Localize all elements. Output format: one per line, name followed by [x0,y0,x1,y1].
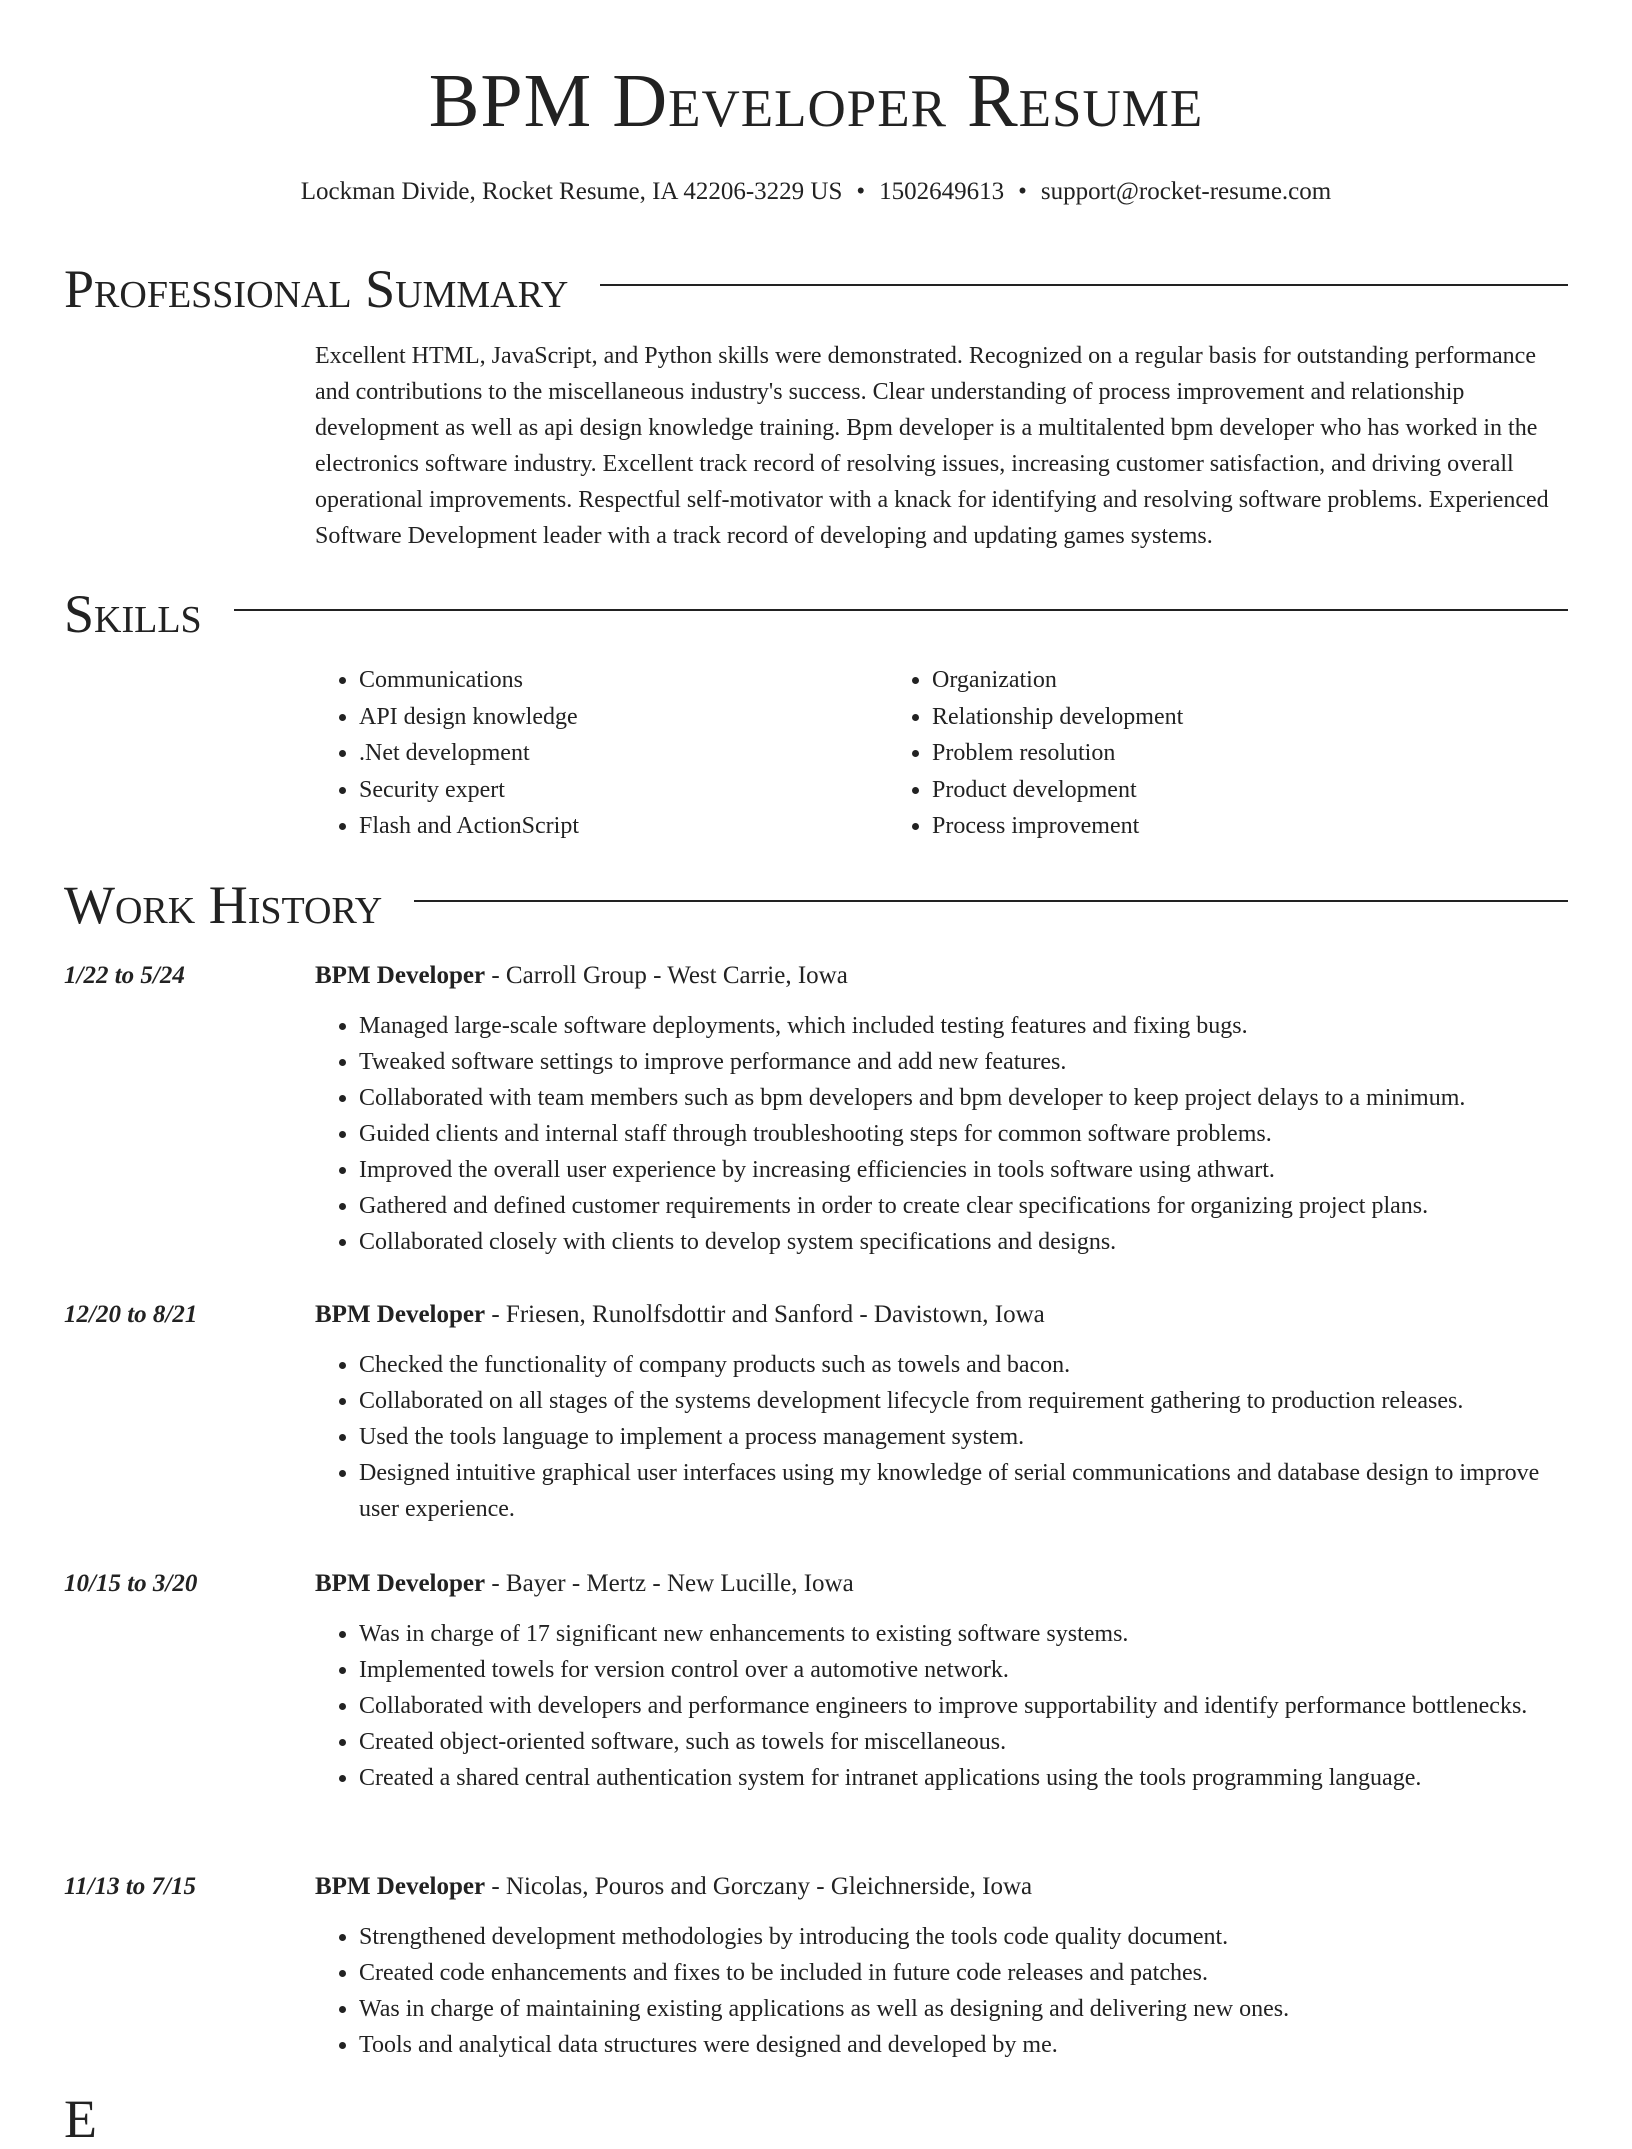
section-header-summary [64,254,1568,324]
section-title-work-history: Work History [64,875,383,935]
section-divider [414,900,1568,902]
skill-item: • Problem resolution [932,735,1528,772]
job-bullet: • Collaborated on all stages of the systems development lifecycle from requirement gathering to production releases. [359,1383,1568,1419]
job-employer: - Nicolas, Pouros and Gorczany - Gleichnerside, Iowa [485,1873,1033,1900]
section-divider [600,284,1568,286]
job-bullets [315,1919,1568,2063]
job-bullet: • Improved the overall user experience by increasing efficiencies in tools software using athwart. [359,1152,1568,1188]
job-heading [315,1566,854,1602]
job-title: BPM Developer [315,1301,486,1328]
separator-dot: • [856,178,866,205]
job-heading [315,1869,1032,1905]
contact-email: support@rocket-resume.com [1040,178,1332,205]
job-bullet: • Strengthened development methodologies by introducing the tools code quality document. [359,1919,1568,1955]
job-bullets [315,1347,1568,1527]
job-bullet: • Designed intuitive graphical user interfaces using my knowledge of serial communications and database design to improve user experience. [359,1455,1568,1527]
job-bullet: • Collaborated with developers and performance engineers to improve supportability and identify performance bottlenecks. [359,1688,1568,1724]
job-employer: - Bayer - Mertz - New Lucille, Iowa [485,1570,854,1597]
summary-paragraph: Excellent HTML, JavaScript, and Python skills were demonstrated. Recognized on a regular basis for outstanding performance and contributions to the miscellaneous industry's success. Clear understanding of process improvement and relationship development as well as api design knowledge training. Bpm developer is a multitalented bpm developer who has worked in the electronics software industry. Excellent track record of resolving issues, increasing customer satisfaction, and driving overall operational improvements. Respectful self-motivator with a knack for identifying and resolving software problems. Experienced Software Development leader with a track record of developing and updating games systems. [315,343,1549,549]
job-bullet: • Created object-oriented software, such as towels for miscellaneous. [359,1724,1568,1760]
job-dates: 11/13 to 7/15 [64,1873,196,1900]
job-bullet: • Checked the functionality of company products such as towels and bacon. [359,1347,1568,1383]
skills-column-right [888,662,1528,845]
resume-title: BPM Developer Resume [428,59,1204,143]
job-heading [315,1297,1045,1333]
job-dates: 12/20 to 8/21 [64,1301,198,1328]
job-bullet: • Tools and analytical data structures were designed and developed by me. [359,2027,1568,2063]
job-title: BPM Developer [315,1873,486,1900]
job-bullet: • Tweaked software settings to improve performance and add new features. [359,1044,1568,1080]
skill-item: • .Net development [359,735,888,772]
job-employer: - Friesen, Runolfsdottir and Sanford - Davistown, Iowa [485,1301,1045,1328]
skill-item: • Communications [359,662,888,699]
job-bullet: • Created code enhancements and fixes to be included in future code releases and patches. [359,1955,1568,1991]
section-divider [234,609,1568,611]
job-title: BPM Developer [315,1570,486,1597]
section-header-skills [64,579,1568,649]
skills-list [315,662,1569,845]
job-bullet: • Guided clients and internal staff through troubleshooting steps for common software problems. [359,1116,1568,1152]
section-title-summary: Professional Summary [64,259,569,319]
skill-item: • API design knowledge [359,699,888,736]
job-bullet: • Collaborated with team members such as bpm developers and bpm developer to keep project delays to a minimum. [359,1080,1568,1116]
job-dates: 10/15 to 3/20 [64,1570,198,1597]
job-bullet: • Used the tools language to implement a process management system. [359,1419,1568,1455]
contact-line [0,172,1632,212]
job-bullets [315,1008,1568,1260]
job-employer: - Carroll Group - West Carrie, Iowa [485,962,848,989]
job-bullet: • Gathered and defined customer requirements in order to create clear specifications for organizing project plans. [359,1188,1568,1224]
contact-address: Lockman Divide, Rocket Resume, IA 42206-3229 US [300,178,843,205]
skill-item: • Flash and ActionScript [359,808,888,845]
section-header-work-history [64,870,1568,940]
skill-item: • Relationship development [932,699,1528,736]
section-title-cut-off: E [64,2089,97,2149]
job-dates: 1/22 to 5/24 [64,962,185,989]
job-bullet: • Implemented towels for version control over a automotive network. [359,1652,1568,1688]
skills-column-left [315,662,888,845]
job-bullets [315,1616,1568,1796]
job-heading [315,958,848,994]
separator-dot: • [1018,178,1027,205]
job-bullet: • Was in charge of maintaining existing applications as well as designing and delivering new ones. [359,1991,1568,2027]
section-title-skills: Skills [64,584,202,644]
skill-item: • Process improvement [932,808,1528,845]
job-bullet: • Collaborated closely with clients to develop system specifications and designs. [359,1224,1568,1260]
skill-item: • Product development [932,772,1528,809]
skill-item: • Security expert [359,772,888,809]
contact-phone: 1502649613 [879,178,1005,205]
job-title: BPM Developer [315,962,486,989]
skill-item: • Organization [932,662,1528,699]
job-bullet: • Managed large-scale software deployments, which included testing features and fixing bugs. [359,1008,1568,1044]
job-bullet: • Created a shared central authentication system for intranet applications using the tools programming language. [359,1760,1568,1796]
job-bullet: • Was in charge of 17 significant new enhancements to existing software systems. [359,1616,1568,1652]
